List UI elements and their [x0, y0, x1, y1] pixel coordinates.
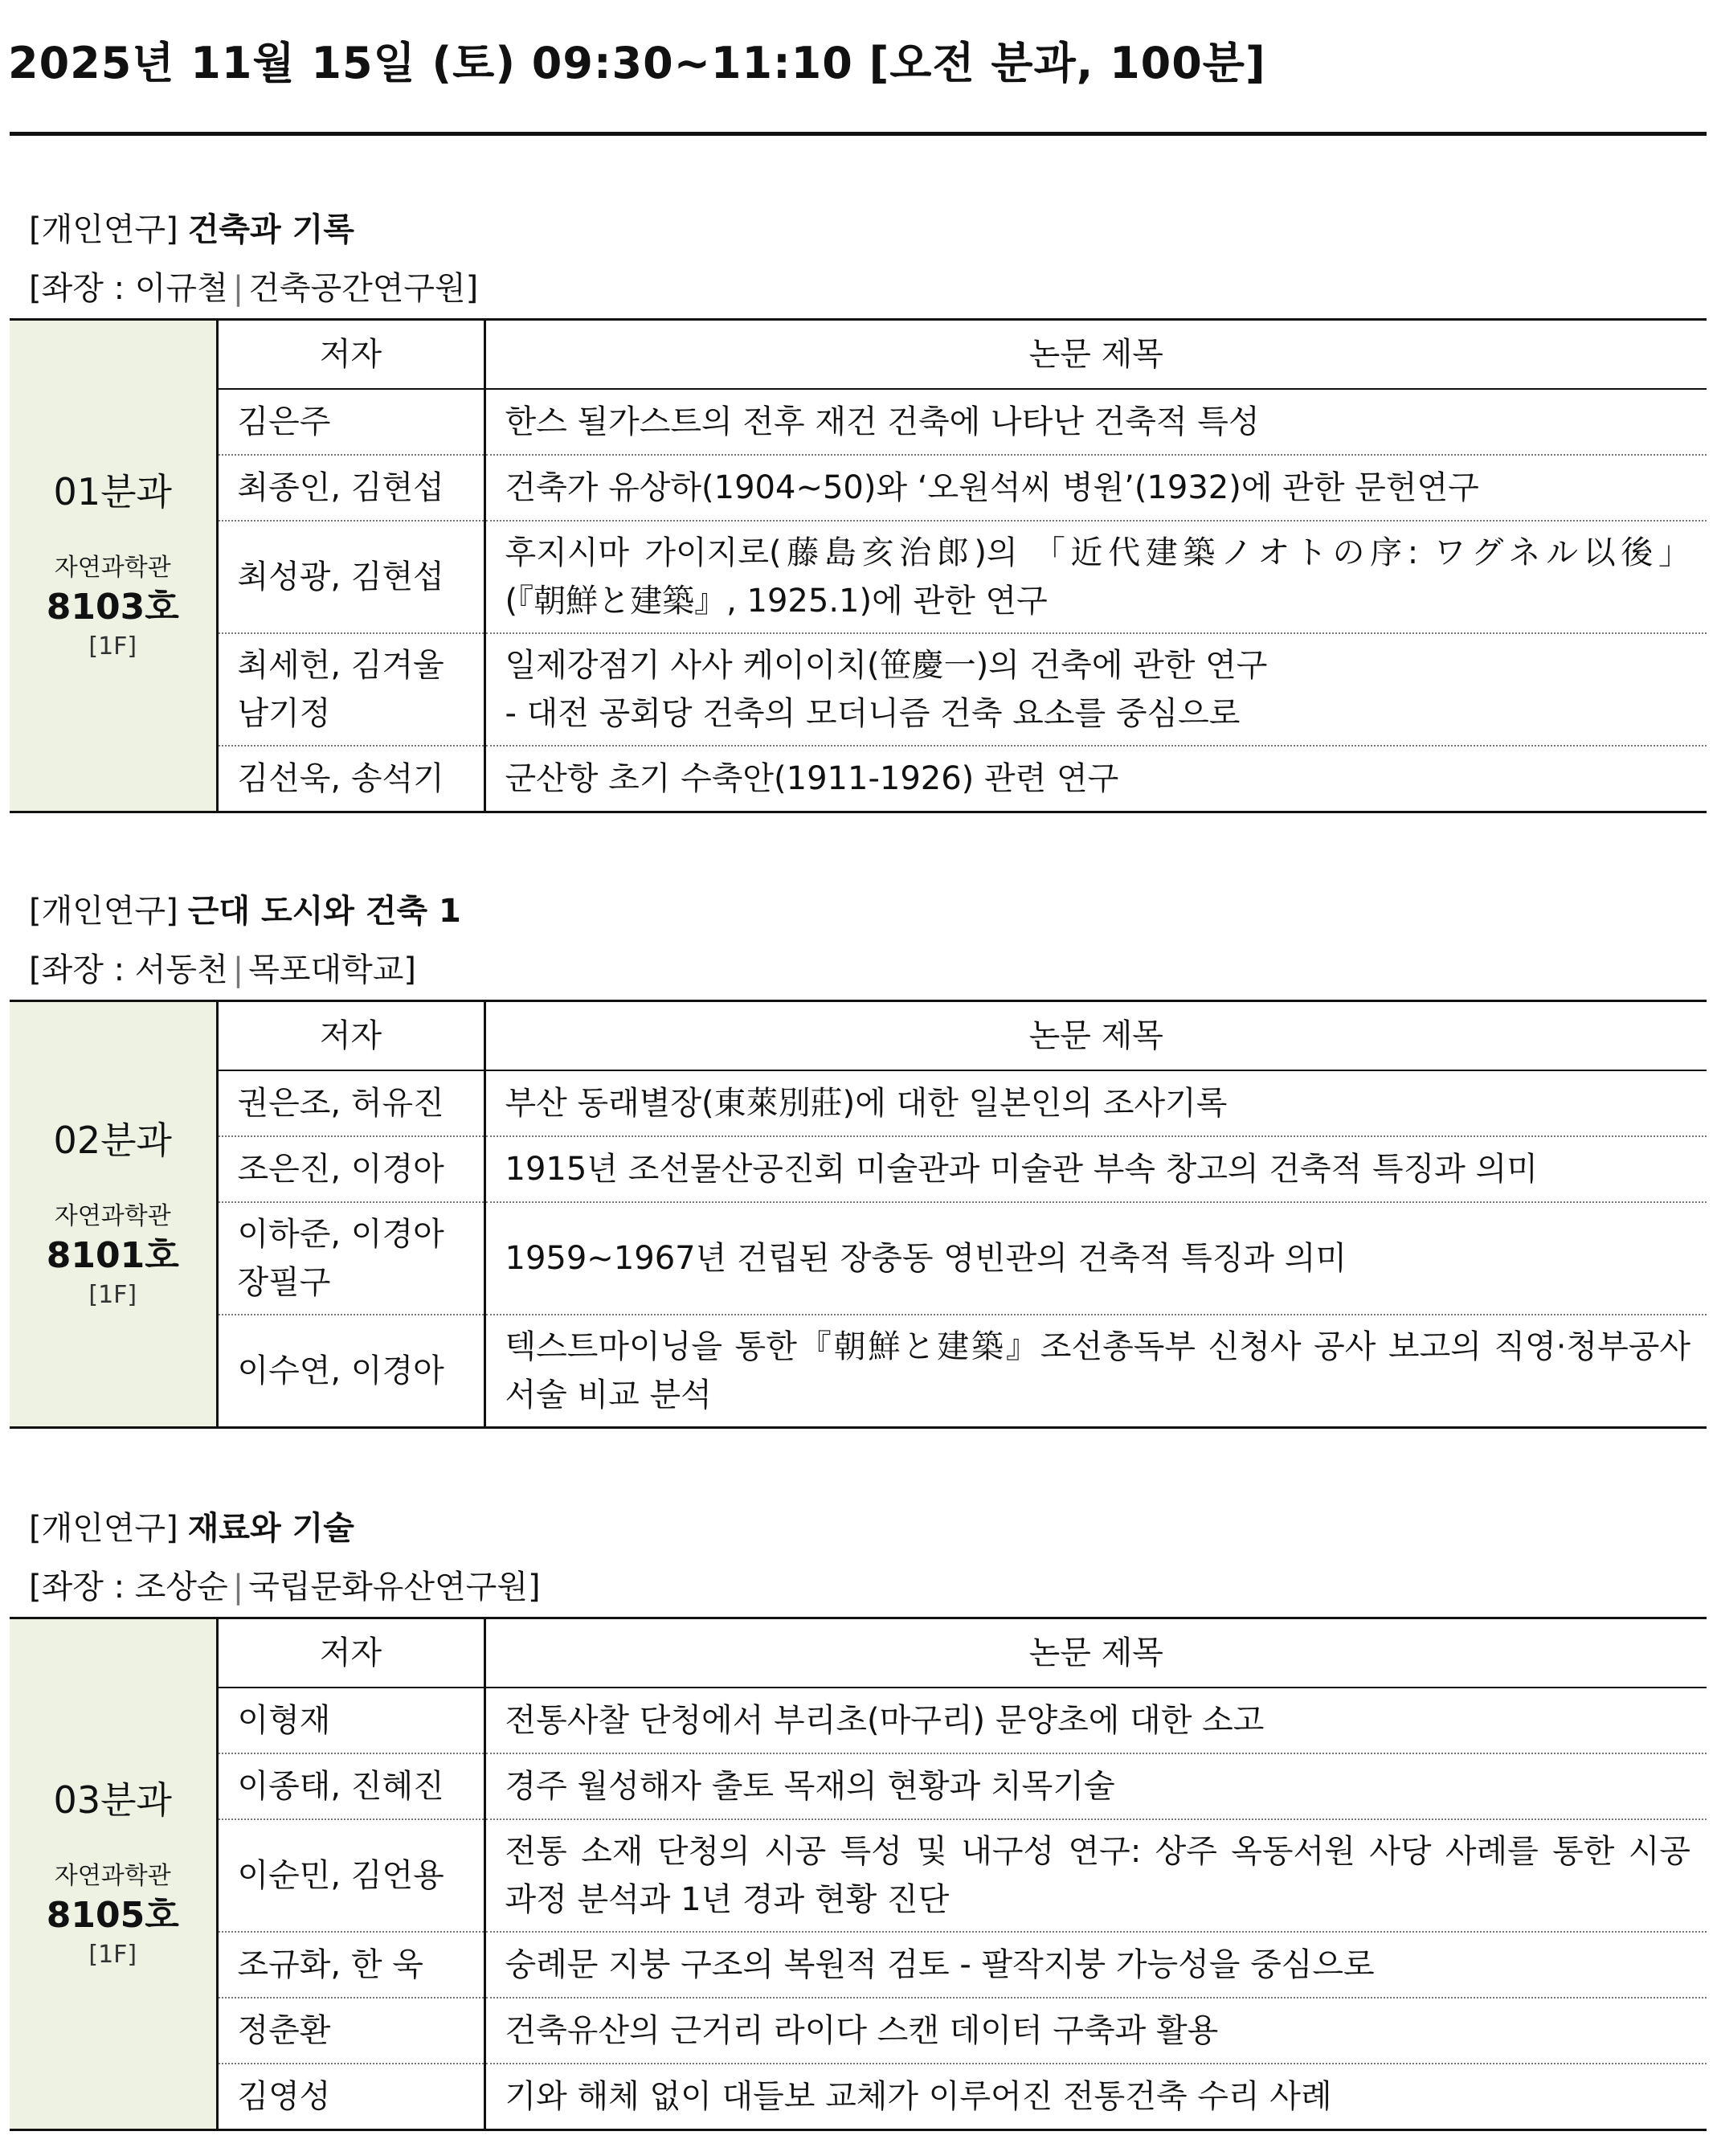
paper-author: 조규화, 한 욱: [217, 1932, 484, 1998]
paper-author: 최종인, 김현섭: [217, 455, 484, 521]
paper-title: 후지시마 가이지로(藤島亥治郎)의 「近代建築ノオトの序: ワグネル以後」(『朝鮮と建築』, 1925.1)에 관한 연구: [484, 521, 1707, 633]
chair-name: [좌장 : 서동천: [29, 951, 228, 988]
table-row: [10, 1753, 1707, 1819]
session-building: 자연과학관: [54, 1861, 171, 1890]
session-room: 8103호: [46, 586, 179, 628]
table-row: [10, 1070, 1707, 1136]
session-id-cell: [10, 1001, 217, 1428]
session-topic: 재료와 기술: [187, 1510, 354, 1547]
session-topic: 근대 도시와 건축 1: [187, 893, 461, 930]
paper-title: 전통사찰 단청에서 부리초(마구리) 문양초에 대한 소고: [484, 1688, 1707, 1753]
table-row: [10, 1136, 1707, 1202]
session-room: 8105호: [46, 1894, 179, 1936]
paper-title: 건축가 유상하(1904~50)와 ‘오원석씨 병원’(1932)에 관한 문헌연구: [484, 455, 1707, 521]
session-heading: [10, 882, 1707, 940]
table-row: [10, 746, 1707, 812]
session-topic: 건축과 기록: [187, 211, 354, 248]
session-floor: [1F]: [88, 1940, 137, 1969]
paper-author: 이종태, 진혜진: [217, 1753, 484, 1819]
paper-title: 텍스트마이닝을 통한『朝鮮と建築』조선총독부 신청사 공사 보고의 직영·청부공사 서술 비교 분석: [505, 1328, 1690, 1413]
session-number: 02분과: [53, 1118, 172, 1162]
title-column-header: 논문 제목: [484, 1618, 1707, 1688]
table-row: [10, 633, 1707, 746]
title-column-header: 논문 제목: [484, 1001, 1707, 1071]
table-row: [10, 455, 1707, 521]
chair-name: [좌장 : 이규철: [29, 270, 228, 307]
title-column-header: 논문 제목: [484, 320, 1707, 390]
paper-title: 전통 소재 단청의 시공 특성 및 내구성 연구: 상주 옥동서원 사당 사례를 통한 시공 과정 분석과 1년 경과 현황 진단: [484, 1819, 1707, 1932]
paper-title: 경주 월성해자 출토 목재의 현황과 치목기술: [484, 1753, 1707, 1819]
table-row: [10, 1202, 1707, 1315]
paper-title: 숭례문 지붕 구조의 복원적 검토 - 팔작지붕 가능성을 중심으로: [484, 1932, 1707, 1998]
session-chair: [10, 1557, 1707, 1617]
session-type: [개인연구]: [29, 1510, 178, 1547]
session-01: [10, 201, 1707, 813]
paper-title: 군산항 초기 수축안(1911-1926) 관련 연구: [505, 759, 1119, 797]
paper-author: 김은주: [217, 389, 484, 455]
paper-title: 부산 동래별장(東萊別莊)에 대한 일본인의 조사기록: [484, 1070, 1707, 1136]
session-chair: [10, 940, 1707, 1000]
author-column-header: 저자: [217, 320, 484, 390]
table-row: [10, 521, 1707, 633]
paper-author: 최성광, 김현섭: [217, 521, 484, 633]
paper-author: 이순민, 김언용: [217, 1819, 484, 1932]
paper-author: 김선욱, 송석기: [217, 746, 484, 812]
paper-author: 조은진, 이경아: [217, 1136, 484, 1202]
table-row: [10, 1932, 1707, 1998]
table-row: [10, 1315, 1707, 1427]
chair-name: [좌장 : 조상순: [29, 1569, 228, 1606]
papers-table: [10, 1617, 1707, 2131]
session-type: [개인연구]: [29, 211, 178, 248]
chair-separator: |: [232, 1569, 244, 1606]
table-row: [10, 389, 1707, 455]
paper-title: 1959~1967년 건립된 장충동 영빈관의 건축적 특징과 의미: [484, 1202, 1707, 1315]
paper-author: 김영성: [217, 2064, 484, 2129]
session-number: 03분과: [53, 1778, 172, 1822]
paper-author: 정춘환: [217, 1998, 484, 2064]
paper-title: 일제강점기 사사 케이이치(笹慶一)의 건축에 관한 연구 - 대전 공회당 건축의 모더니즘 건축 요소를 중심으로: [484, 633, 1707, 746]
paper-title: 한스 될가스트의 전후 재건 건축에 나타난 건축적 특성: [484, 389, 1707, 455]
session-id-cell: [10, 320, 217, 812]
table-header-row: [10, 1001, 1707, 1071]
session-floor: [1F]: [88, 632, 137, 661]
papers-table: [10, 1000, 1707, 1429]
page-title: 2025년 11월 15일 (토) 09:30~11:10 [오전 분과, 100분]: [8, 38, 1266, 88]
session-id-cell: [10, 1618, 217, 2130]
session-heading: [10, 201, 1707, 259]
table-row: [10, 1819, 1707, 1932]
chair-separator: |: [232, 951, 244, 988]
paper-author: 권은조, 허유진: [217, 1070, 484, 1136]
paper-author: 이수연, 이경아: [217, 1315, 484, 1427]
session-building: 자연과학관: [54, 553, 171, 582]
session-type: [개인연구]: [29, 893, 178, 930]
table-row: [10, 1998, 1707, 2064]
chair-organization: 목포대학교]: [248, 951, 417, 988]
session-chair: [10, 259, 1707, 318]
paper-author: 이형재: [217, 1688, 484, 1753]
chair-organization: 국립문화유산연구원]: [248, 1569, 541, 1606]
session-number: 01분과: [53, 469, 172, 513]
paper-title: 건축유산의 근거리 라이다 스캔 데이터 구축과 활용: [484, 1998, 1707, 2064]
paper-author: 최세헌, 김겨울 남기정: [217, 633, 484, 746]
title-divider: [10, 132, 1707, 136]
table-row: [10, 2064, 1707, 2129]
author-column-header: 저자: [217, 1001, 484, 1071]
chair-separator: |: [232, 270, 244, 307]
session-03: [10, 1499, 1707, 2131]
session-02: [10, 882, 1707, 1429]
paper-author: 이하준, 이경아 장필구: [217, 1202, 484, 1315]
table-header-row: [10, 320, 1707, 390]
session-building: 자연과학관: [54, 1201, 171, 1230]
table-header-row: [10, 1618, 1707, 1688]
session-floor: [1F]: [88, 1280, 137, 1309]
session-room: 8101호: [46, 1234, 179, 1276]
papers-table: [10, 318, 1707, 813]
table-row: [10, 1688, 1707, 1753]
session-heading: [10, 1499, 1707, 1557]
chair-organization: 건축공간연구원]: [248, 270, 479, 307]
paper-title: 1915년 조선물산공진회 미술관과 미술관 부속 창고의 건축적 특징과 의미: [484, 1136, 1707, 1202]
paper-title: 기와 해체 없이 대들보 교체가 이루어진 전통건축 수리 사례: [505, 2077, 1332, 2115]
author-column-header: 저자: [217, 1618, 484, 1688]
